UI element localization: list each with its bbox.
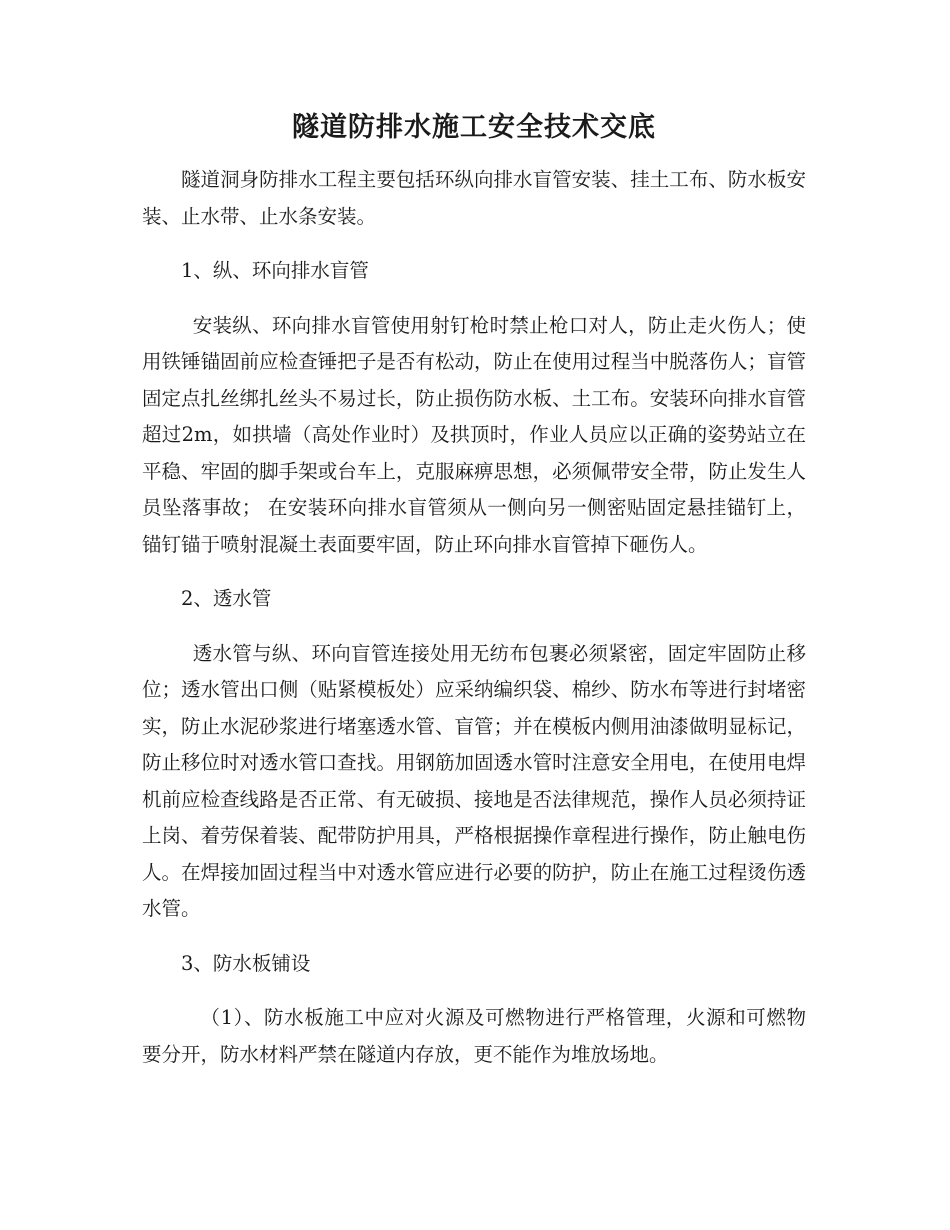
section-heading: 1、纵、环向排水盲管 bbox=[181, 259, 369, 282]
section-paragraph: 安装纵、环向排水盲管使用射钉枪时禁止枪口对人，防止走火伤人；使用铁锤锚固前应检查锤把子是否有松动，防止在使用过程当中脱落伤人；盲管固定点扎丝绑扎丝头不易过长，防止损伤防水板、土工布。安装环向排水盲管超过2m，如拱墙（高处作业时）及拱顶时，作业人员应以正确的姿势站立在平稳、牢固的脚手架或台车上，克服麻痹思想，必须佩带安全带，防止发生人员坠落事故； 在安装环向排水盲管须从一侧向另一侧密贴固定悬挂锚钉上，锚钉锚于喷射混凝土表面要牢固，防止环向排水盲管掉下砸伤人。 bbox=[142, 313, 806, 556]
section-1 bbox=[142, 253, 806, 563]
section-heading: 3、防水板铺设 bbox=[181, 951, 311, 975]
document-page bbox=[142, 108, 806, 1073]
document-title: 隧道防排水施工安全技术交底 bbox=[292, 112, 656, 143]
intro-paragraph: 隧道洞身防排水工程主要包括环纵向排水盲管安装、挂土工布、防水板安装、止水带、止水条安装。 bbox=[142, 168, 806, 228]
section-3 bbox=[142, 946, 806, 1074]
section-2 bbox=[142, 581, 806, 928]
section-heading: 2、透水管 bbox=[181, 587, 272, 610]
section-paragraph: 透水管与纵、环向盲管连接处用无纺布包裹必须紧密，固定牢固防止移位；透水管出口侧（贴紧模板处）应采纳编织袋、棉纱、防水布等进行封堵密实，防止水泥砂浆进行堵塞透水管、盲管；并在模板内侧用油漆做明显标记，防止移位时对透水管口查找。用钢筋加固透水管时注意安全用电，在使用电焊机前应检查线路是否正常、有无破损、接地是否法律规范，操作人员必须持证上岗、着劳保着装、配带防护用具，严格根据操作章程进行操作，防止触电伤人。在焊接加固过程当中对透水管应进行必要的防护，防止在施工过程烫伤透水管。 bbox=[142, 641, 806, 920]
section-paragraph: （1）、防水板施工中应对火源及可燃物进行严格管理，火源和可燃物要分开，防水材料严禁在隧道内存放，更不能作为堆放场地。 bbox=[142, 1006, 806, 1066]
